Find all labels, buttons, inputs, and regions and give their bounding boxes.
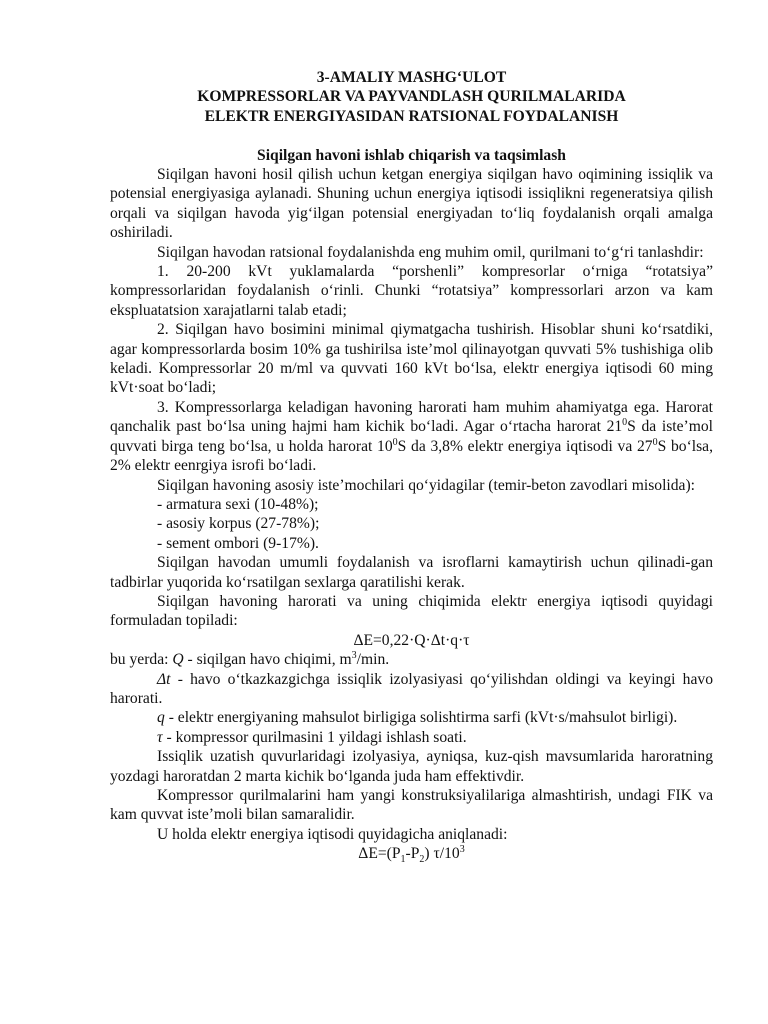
definition-tau xyxy=(110,728,713,747)
def-q-sup: 3 xyxy=(351,649,357,661)
paragraph-11: U holda elektr energiya iqtisodi quyidagicha aniqlanadi: xyxy=(157,825,508,843)
formula-2-sub-1: 1 xyxy=(400,854,406,866)
def-q-var: Q xyxy=(172,651,184,669)
paragraph-3: 1. 20-200 kVt yuklamalarda “porshenli” kompresorlar o‘rniga “rotatsiya” kompressorlaridan foydalanish o‘rinli. Chunki “rotatsiya” kompressorlari arzon va kam ekspluatatsion xarajatlarni talab etadi; xyxy=(110,263,713,319)
paragraph-9: Issiqlik uzatish quvurlaridagi izolyasiya, ayniqsa, kuz-qish mavsumlarida haroratning yozdagi haroratdan 2 marta kichik bo‘lganda juda ham effektivdir. xyxy=(110,748,713,785)
p5-part-c: S da 3,8% elektr energiya iqtisodi va 27 xyxy=(397,437,653,455)
p5-part-a: 3. Kompressorlarga keladigan havoning harorati ham muhim ahamiyatga ega. Harorat qanchalik past bo‘lsa uning hajmi ham kichik bo‘ladi. Agar o‘rtacha harorat 21 xyxy=(110,398,713,436)
def-tau-var: τ xyxy=(157,728,163,746)
section-heading: Siqilgan havoni ishlab chiqarish va taqsimlash xyxy=(257,146,566,164)
def-qq-var: q xyxy=(157,709,165,727)
formula-2-part-b: -P xyxy=(405,845,420,863)
formula-compressor-replacement xyxy=(110,844,713,866)
def-q-text: - siqilgan havo chiqimi, m xyxy=(183,651,352,669)
p5-sup-3: 0 xyxy=(652,436,658,448)
paragraph-10: Kompressor qurilmalarini ham yangi konstruksiyalilariga almashtirish, undagi FIK va kam quvvat iste’moli bilan samaralidir. xyxy=(110,787,713,824)
paragraph-1: Siqilgan havoni hosil qilish uchun ketgan energiya siqilgan havo oqimining issiqlik va potensial energiyasiga aylanadi. Shuning uchun energiya iqtisodi issiqlikni regeneratsiya qilish orqali va siqilgan havoda yig‘ilgan potensial energiyadan to‘liq foydalanish orqali amalga oshiriladi. xyxy=(110,166,713,242)
paragraph-8: Siqilgan havoning harorati va uning chiqimida elektr energiya iqtisodi quyidagi formuladan topiladi: xyxy=(110,592,713,630)
definition-q-small xyxy=(110,708,713,727)
p5-sup-1: 0 xyxy=(622,417,628,429)
formula-1-text: ΔE=0,22·Q·Δt·q·τ xyxy=(353,631,470,649)
def-qq-text: - elektr energiyaning mahsulot birligiga solishtirma sarfi (kVt·s/mahsulot birligi). xyxy=(164,709,678,727)
p5-part-d: S bo‘lsa, 2% elektr eenrgiya isrofi bo‘ladi. xyxy=(110,437,713,475)
paragraph-6: Siqilgan havoning asosiy iste’mochilari qo‘yidagilar (temir-beton zavodlari misolida): xyxy=(157,476,695,494)
list-item: - armatura sexi (10-48%); xyxy=(157,495,319,513)
formula-2-sup: 3 xyxy=(459,844,465,856)
list-item: - sement ombori (9-17%). xyxy=(157,534,319,552)
p5-part-b: S da iste’mol quvvati birga teng bo‘lsa, u holda harorat 10 xyxy=(110,418,713,455)
formula-2-sub-2: 2 xyxy=(419,854,425,866)
document-title-line-3: ELEKTR ENERGIYASIDAN RATSIONAL FOYDALANISH xyxy=(204,107,619,125)
def-dt-var: Δt xyxy=(157,670,171,688)
formula-energy-saving xyxy=(110,631,713,650)
p5-sup-2: 0 xyxy=(392,436,398,448)
document-page xyxy=(110,68,713,864)
list-item: - asosiy korpus (27-78%); xyxy=(157,515,320,533)
def-tau-text: - kompressor qurilmasini 1 yildagi ishlash soati. xyxy=(162,728,467,746)
formula-2-part-a: ΔE=(P xyxy=(358,845,401,863)
paragraph-2: Siqilgan havodan ratsional foydalanishda eng muhim omil, qurilmani to‘g‘ri tanlashdir: xyxy=(157,243,704,261)
def-q-prefix: bu yerda: xyxy=(110,651,173,669)
definition-delta-t xyxy=(110,670,713,709)
paragraph-4: 2. Siqilgan havo bosimini minimal qiymatgacha tushirish. Hisoblar shuni ko‘rsatdiki, agar kompressorlarda bosim 10% ga tushirilsa iste’mol qilinayotgan quvvati 5% tushishiga olib keladi. Kompressorlar 20 m/ml va quvvati 160 kVt bo‘lsa, elektr energiya iqtisodi 60 ming kVt·soat bo‘ladi; xyxy=(110,321,713,397)
document-title-line-2: KOMPRESSORLAR VA PAYVANDLASH QURILMALARIDA xyxy=(197,88,626,106)
definition-q xyxy=(110,650,713,669)
formula-2-part-c: ) τ/10 xyxy=(424,845,460,863)
def-dt-text: - havo o‘tkazkazgichga issiqlik izolyasiyasi qo‘yilishdan oldingi va keyingi havo harorati. xyxy=(110,670,713,707)
paragraph-7: Siqilgan havodan umumli foydalanish va isroflarni kamaytirish uchun qilinadi-gan tadbirlar yuqorida ko‘rsatilgan sexlarga qaratilishi kerak. xyxy=(110,554,713,591)
document-title-line-1: 3-AMALIY MASHG‘ULOT xyxy=(316,69,507,86)
paragraph-5 xyxy=(110,398,713,476)
def-q-suffix: /min. xyxy=(356,651,390,669)
